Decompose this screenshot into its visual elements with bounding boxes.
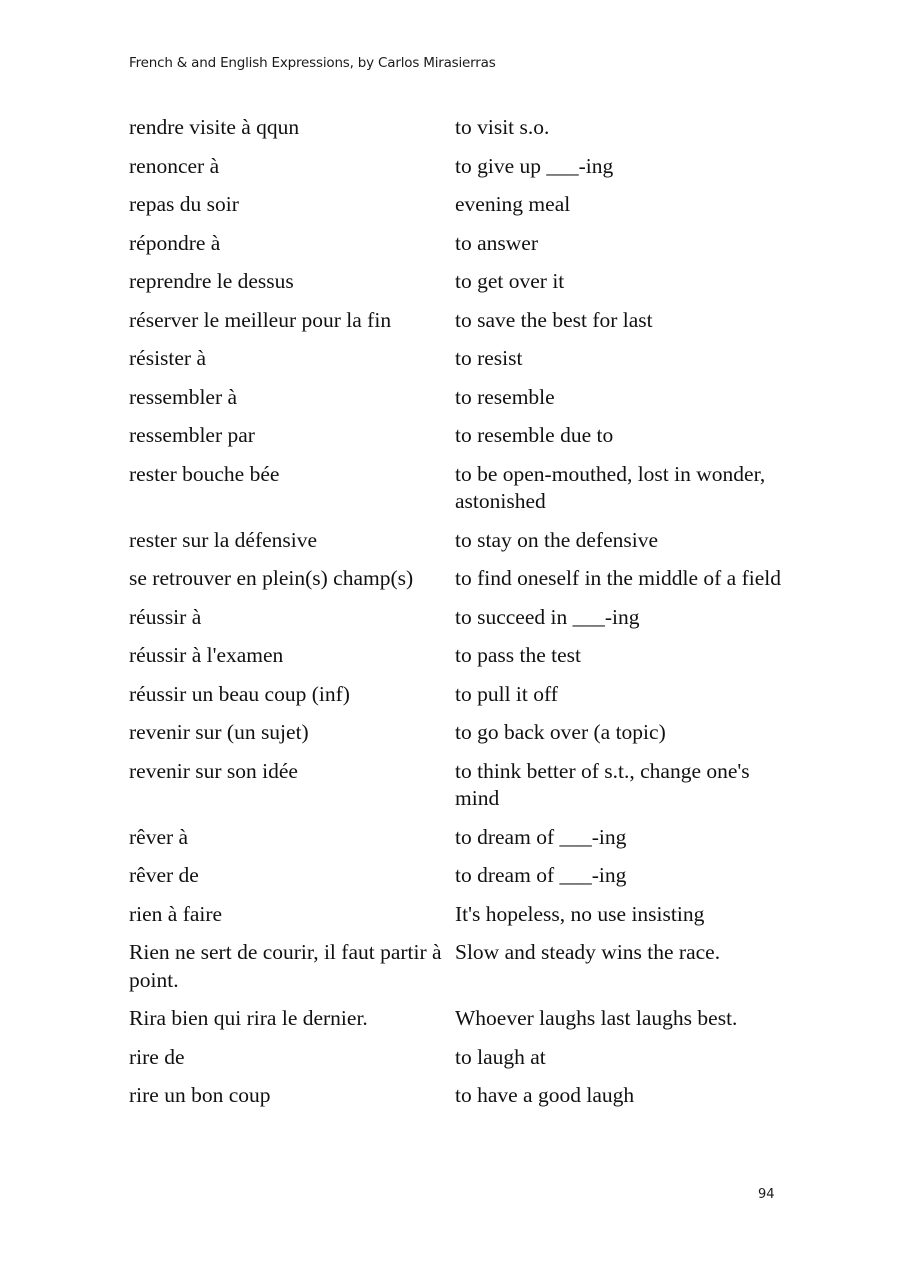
table-row [129, 307, 789, 335]
french-expression: réussir à [129, 604, 202, 629]
table-row [129, 191, 789, 219]
english-translation: to be open-mouthed, lost in wonder, astonished [455, 461, 766, 513]
english-translation: to think better of s.t., change one's mind [455, 758, 750, 810]
french-expression: revenir sur son idée [129, 758, 298, 783]
table-row [129, 604, 789, 632]
french-expression: rire de [129, 1044, 185, 1069]
english-translation: to get over it [455, 269, 565, 293]
table-row [129, 642, 789, 670]
english-translation: to resemble due to [455, 423, 614, 447]
table-row [129, 384, 789, 412]
french-expression: rêver à [129, 824, 189, 849]
table-row [129, 758, 789, 813]
english-translation: to dream of ___-ing [455, 824, 627, 849]
french-expression: réserver le meilleur pour la fin [129, 307, 392, 332]
english-translation: It's hopeless, no use insisting [455, 901, 705, 926]
french-expression: résister à [129, 346, 207, 370]
english-translation: to pull it off [455, 681, 558, 706]
table-row [129, 114, 789, 142]
table-row [129, 345, 789, 373]
english-translation: to find oneself in the middle of a field [455, 566, 781, 590]
table-row [129, 719, 789, 747]
table-row [129, 681, 789, 709]
french-expression: repas du soir [129, 192, 239, 216]
english-translation: evening meal [455, 192, 571, 216]
table-row [129, 461, 789, 516]
english-translation: to succeed in ___-ing [455, 604, 640, 629]
french-expression: rêver de [129, 863, 199, 887]
english-translation: to dream of ___-ing [455, 863, 627, 887]
running-header: French & and English Expressions, by Carlos Mirasierras [129, 55, 496, 71]
table-row [129, 230, 789, 258]
table-row [129, 862, 789, 890]
table-row [129, 153, 789, 181]
french-expression: revenir sur (un sujet) [129, 720, 309, 744]
french-expression: ressembler par [129, 423, 255, 447]
english-translation: to give up ___-ing [455, 153, 614, 178]
french-expression: reprendre le dessus [129, 269, 294, 293]
table-row [129, 1044, 789, 1072]
french-expression: renoncer à [129, 153, 220, 178]
english-translation: to resist [455, 346, 523, 370]
french-expression: se retrouver en plein(s) champ(s) [129, 566, 414, 590]
table-row [129, 824, 789, 852]
english-translation: to laugh at [455, 1044, 546, 1069]
english-translation: to stay on the defensive [455, 527, 659, 552]
french-expression: rire un bon coup [129, 1083, 271, 1107]
page-number: 94 [758, 1187, 775, 1202]
table-row [129, 901, 789, 929]
english-translation: to pass the test [455, 643, 581, 667]
english-translation: to have a good laugh [455, 1083, 635, 1107]
english-translation: to answer [455, 230, 538, 255]
table-row [129, 268, 789, 296]
table-row [129, 527, 789, 555]
english-translation: to visit s.o. [455, 115, 550, 139]
french-expression: rester sur la défensive [129, 527, 318, 552]
english-translation: to resemble [455, 384, 555, 409]
french-expression: réussir un beau coup (inf) [129, 681, 350, 706]
table-row [129, 422, 789, 450]
table-row [129, 565, 789, 593]
english-translation: Whoever laughs last laughs best. [455, 1006, 738, 1030]
table-row [129, 1082, 789, 1110]
french-expression: ressembler à [129, 384, 238, 409]
french-expression: rester bouche bée [129, 461, 280, 486]
english-translation: Slow and steady wins the race. [455, 940, 721, 964]
expressions-table [129, 114, 789, 1121]
english-translation: to go back over (a topic) [455, 720, 666, 744]
table-row [129, 1005, 789, 1033]
french-expression: rendre visite à qqun [129, 115, 300, 139]
table-row [129, 939, 789, 994]
french-expression: Rira bien qui rira le dernier. [129, 1006, 368, 1030]
french-expression: rien à faire [129, 901, 223, 926]
french-expression: Rien ne sert de courir, il faut partir à point. [129, 940, 442, 992]
french-expression: répondre à [129, 230, 221, 255]
french-expression: réussir à l'examen [129, 643, 284, 667]
english-translation: to save the best for last [455, 307, 653, 332]
